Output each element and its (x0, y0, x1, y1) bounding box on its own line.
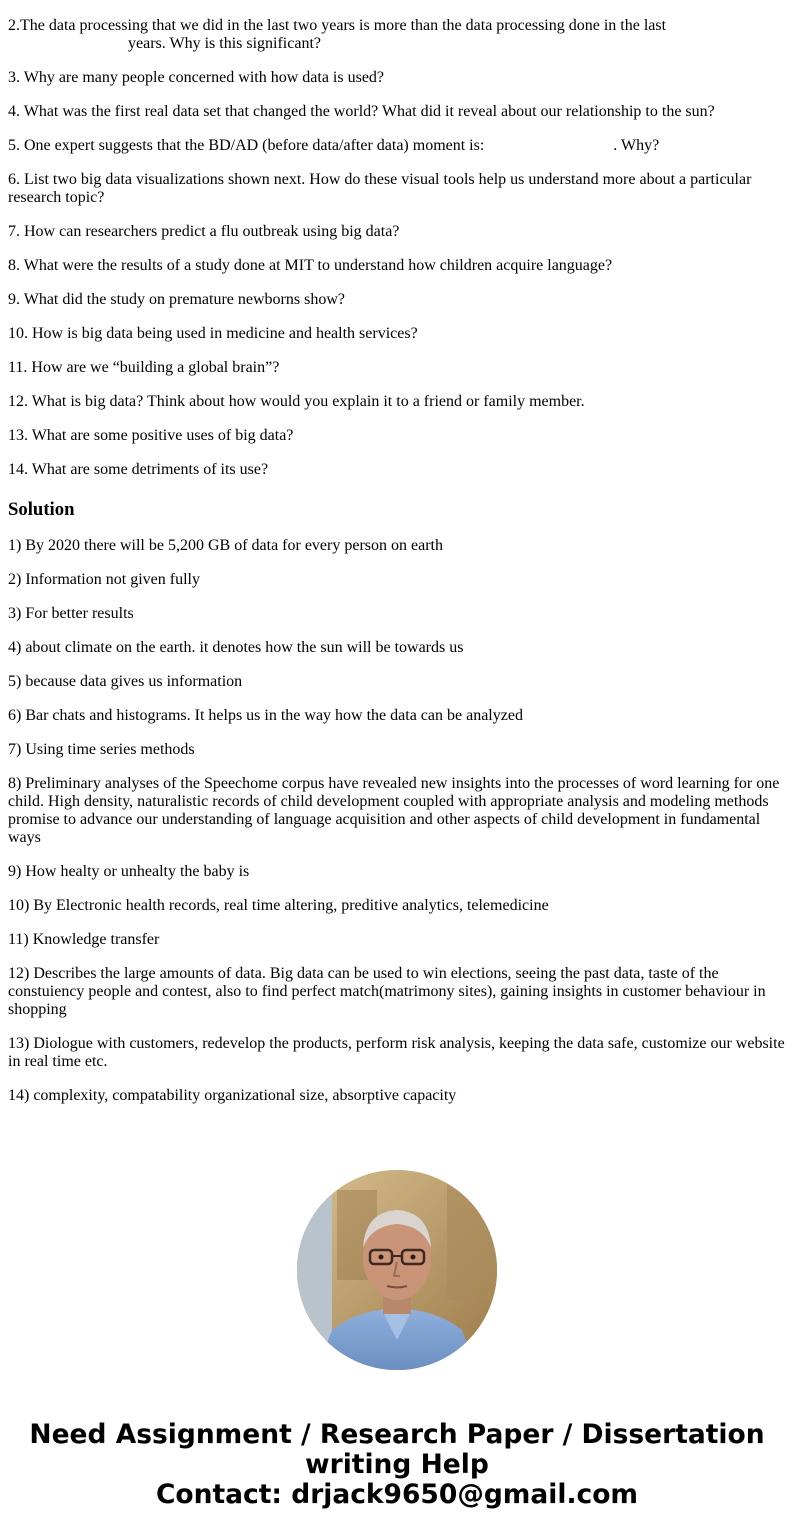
question-10: 10. How is big data being used in medicine and health services? (8, 325, 418, 342)
contact-footer (0, 1420, 794, 1510)
question-5-text-end: . Why? (613, 137, 660, 154)
answer-4: 4) about climate on the earth. it denotes how the sun will be towards us (8, 639, 464, 656)
question-2 (8, 17, 786, 53)
question-14: 14. What are some detriments of its use? (8, 461, 269, 478)
answer-12: 12) Describes the large amounts of data. Big data can be used to win elections, seeing the past data, taste of the constuiency people and contest, also to find perfect match(matrimony sites), gaining insights in customer behaviour in shopping (8, 965, 766, 1018)
question-2-text-start: 2.The data processing that we did in the last two years is more than the data processing done in the last (8, 17, 667, 34)
question-7: 7. How can researchers predict a flu outbreak using big data? (8, 223, 400, 240)
help-banner-text: Need Assignment / Research Paper / Dissertation writing Help (29, 1419, 765, 1480)
question-13: 13. What are some positive uses of big data? (8, 427, 294, 444)
portrait-image (297, 1170, 497, 1370)
answer-9: 9) How healty or unhealty the baby is (8, 863, 250, 880)
question-12: 12. What is big data? Think about how would you explain it to a friend or family member. (8, 393, 585, 410)
answer-3: 3) For better results (8, 605, 134, 622)
question-5 (8, 137, 786, 155)
answer-13: 13) Diologue with customers, redevelop the products, perform risk analysis, keeping the data safe, customize our website in real time etc. (8, 1035, 785, 1070)
answer-2: 2) Information not given fully (8, 571, 200, 588)
answer-14: 14) complexity, compatability organizational size, absorptive capacity (8, 1087, 457, 1104)
answer-10: 10) By Electronic health records, real time altering, preditive analytics, telemedicine (8, 897, 549, 914)
author-photo (297, 1170, 497, 1370)
question-8: 8. What were the results of a study done at MIT to understand how children acquire language? (8, 257, 613, 274)
question-11: 11. How are we “building a global brain”? (8, 359, 280, 376)
answer-7: 7) Using time series methods (8, 741, 195, 758)
solution-heading: Solution (8, 499, 75, 520)
answer-6: 6) Bar chats and histograms. It helps us in the way how the data can be analyzed (8, 707, 523, 724)
contact-email-text: Contact: drjack9650@gmail.com (155, 1479, 639, 1510)
answer-11: 11) Knowledge transfer (8, 931, 160, 948)
answer-5: 5) because data gives us information (8, 673, 243, 690)
answer-8: 8) Preliminary analyses of the Speechome corpus have revealed new insights into the processes of word learning for one child. High density, naturalistic records of child development coupled with appropriate analysis and modeling methods promise to advance our understanding of language acquisition and other aspects of child development in fundamental ways (8, 775, 780, 846)
document-body (0, 17, 794, 1105)
question-5-text-start: 5. One expert suggests that the BD/AD (before data/after data) moment is: (8, 137, 485, 154)
question-4: 4. What was the first real data set that changed the world? What did it reveal about our relationship to the sun? (8, 103, 715, 120)
answer-1: 1) By 2020 there will be 5,200 GB of data for every person on earth (8, 537, 443, 554)
question-9: 9. What did the study on premature newborns show? (8, 291, 345, 308)
question-3: 3. Why are many people concerned with how data is used? (8, 69, 385, 86)
question-6: 6. List two big data visualizations shown next. How do these visual tools help us understand more about a particular research topic? (8, 171, 752, 206)
question-2-text-end: years. Why is this significant? (128, 35, 321, 52)
